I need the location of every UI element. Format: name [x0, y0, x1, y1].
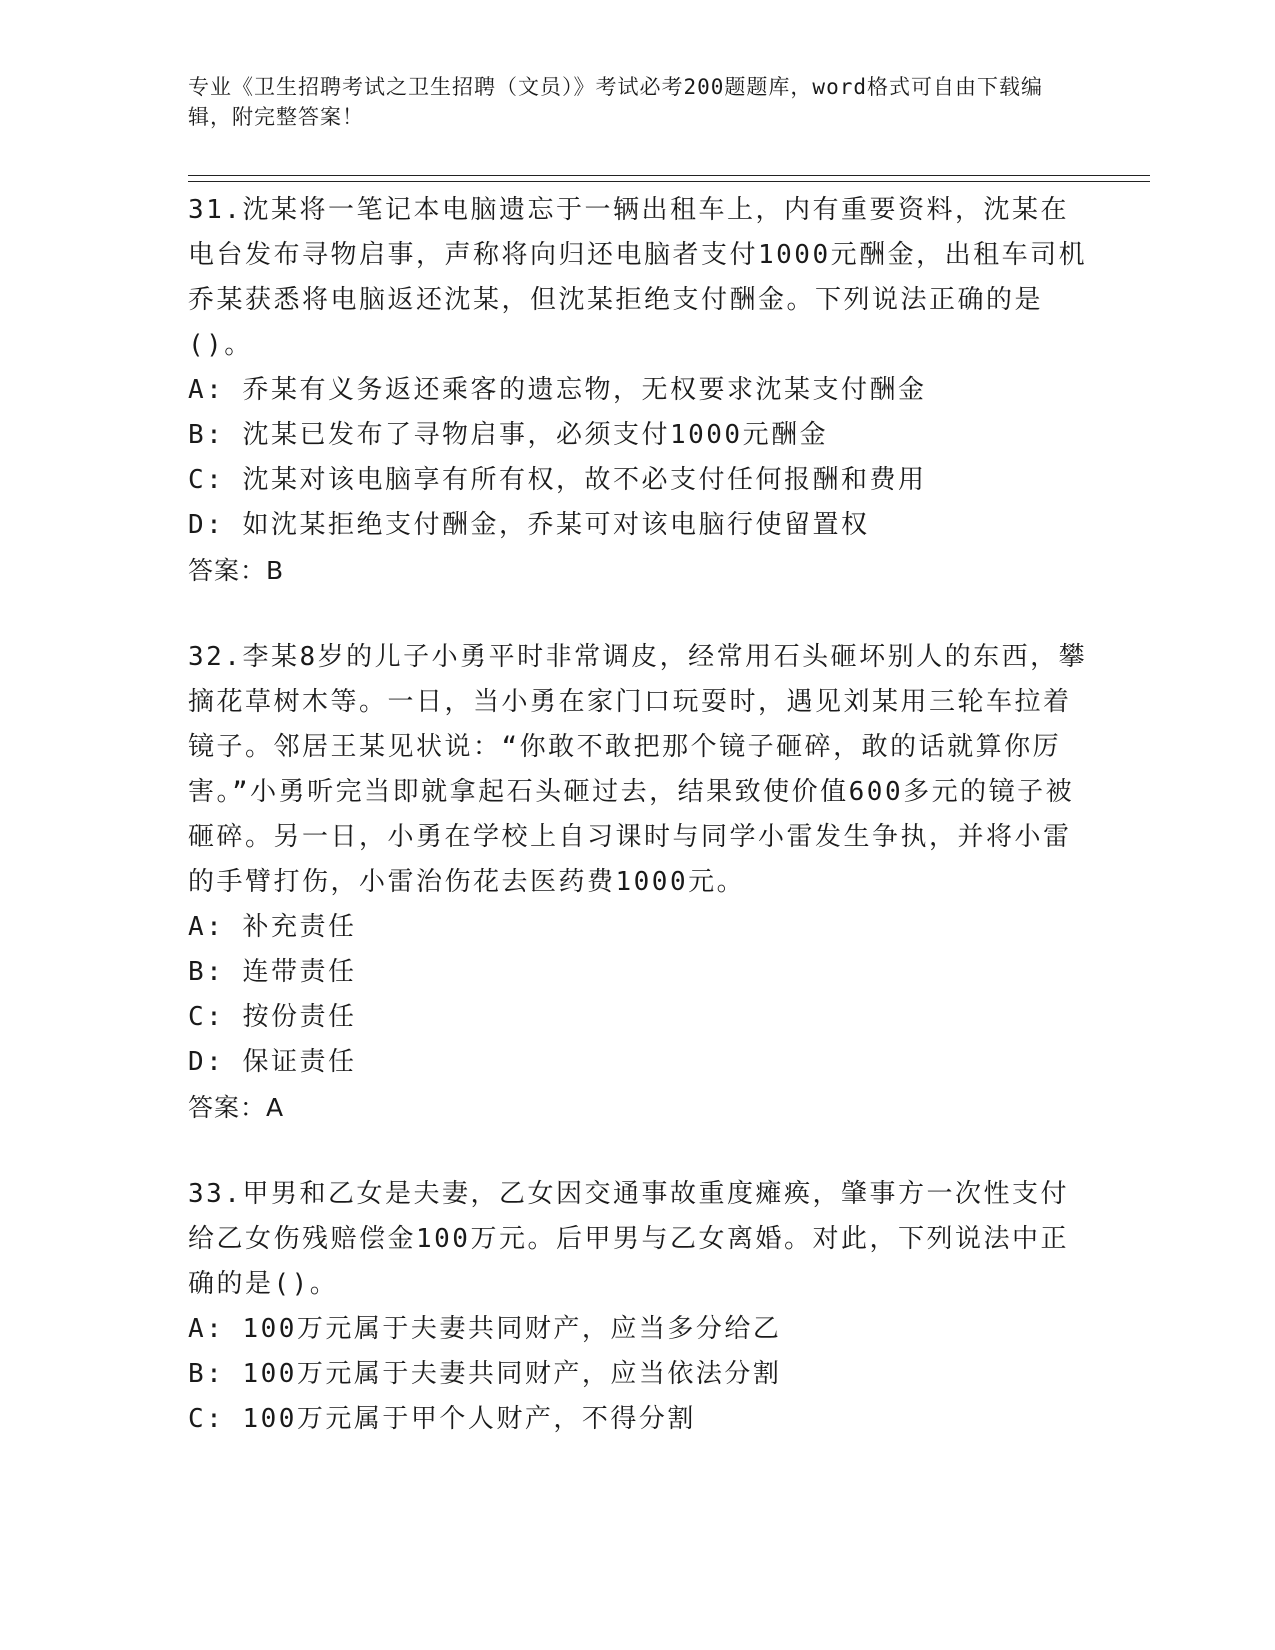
question-31 [188, 188, 1088, 593]
option-b: B: 沈某已发布了寻物启事，必须支付1000元酬金 [188, 420, 829, 450]
option-d: D: 如沈某拒绝支付酬金，乔某可对该电脑行使留置权 [188, 510, 870, 540]
option-c: C: 沈某对该电脑享有所有权，故不必支付任何报酬和费用 [188, 465, 927, 495]
option-d: D: 保证责任 [188, 1047, 357, 1077]
answer-line: 答案：A [188, 1093, 285, 1122]
question-stem: 31.沈某将一笔记本电脑遗忘于一辆出租车上，内有重要资料，沈某在电台发布寻物启事，声称将向归还电脑者支付1000元酬金，出租车司机乔某获悉将电脑返还沈某，但沈某拒绝支付酬金。下列说法正确的是()。 [188, 195, 1088, 360]
question-33 [188, 1172, 1088, 1442]
option-a: A: 100万元属于夫妻共同财产，应当多分给乙 [188, 1314, 782, 1344]
answer-line: 答案：B [188, 556, 285, 585]
document-intro: 专业《卫生招聘考试之卫生招聘（文员）》考试必考200题题库，word格式可自由下载编辑，附完整答案！ [188, 75, 1043, 129]
option-b: B: 100万元属于夫妻共同财产，应当依法分割 [188, 1359, 782, 1389]
option-c: C: 按份责任 [188, 1002, 357, 1032]
question-stem: 33.甲男和乙女是夫妻，乙女因交通事故重度瘫痪，肇事方一次性支付给乙女伤残赔偿金100万元。后甲男与乙女离婚。对此，下列说法中正确的是()。 [188, 1179, 1069, 1299]
question-stem: 32.李某8岁的儿子小勇平时非常调皮，经常用石头砸坏别人的东西，攀摘花草树木等。一日，当小勇在家门口玩耍时，遇见刘某用三轮车拉着镜子。邻居王某见状说：“你敢不敢把那个镜子砸碎，敢的话就算你厉害。”小勇听完当即就拿起石头砸过去，结果致使价值600多元的镜子被砸碎。另一日，小勇在学校上自习课时与同学小雷发生争执，并将小雷的手臂打伤，小雷治伤花去医药费1000元。 [188, 642, 1088, 897]
question-32 [188, 635, 1088, 1130]
header-rule-top [188, 175, 1150, 176]
option-a: A: 乔某有义务返还乘客的遗忘物，无权要求沈某支付酬金 [188, 375, 927, 405]
option-a: A: 补充责任 [188, 912, 357, 942]
option-c: C: 100万元属于甲个人财产，不得分割 [188, 1404, 696, 1434]
question-list [188, 188, 1088, 1484]
option-b: B: 连带责任 [188, 957, 357, 987]
header-rule-bottom [188, 181, 1150, 182]
